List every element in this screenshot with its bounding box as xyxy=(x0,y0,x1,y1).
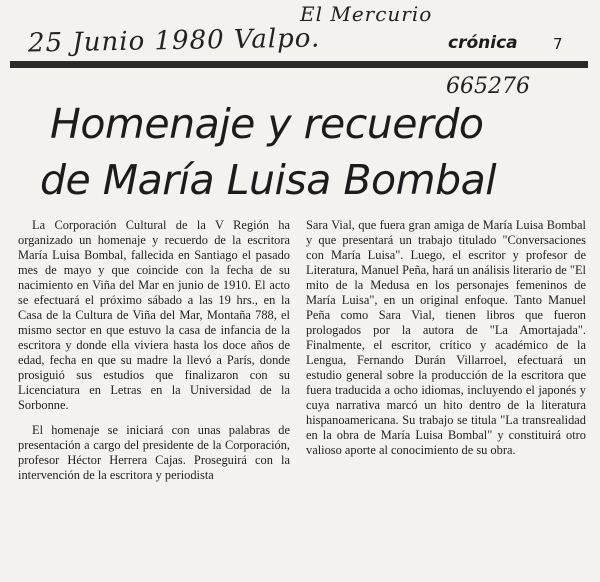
header-rule xyxy=(10,61,588,68)
article-column-left xyxy=(18,218,290,483)
article-paragraph: Sara Vial, que fuera gran amiga de María Luisa Bombal y que presentará un trabajo titulado "Conversaciones con María Luisa". Luego, el escritor y profesor de Literatura, Manuel Peña, hará un análisis literario de "El mito de la Medusa en los personajes femeninos de María Luisa", en un original enfoque. Tanto Manuel Peña como Sara Vial, tienen libros que fueron prologados por la autora de "La Amortajada". Finalmente, el escritor, crítico y académico de la Lengua, Fernando Durán Villarroel, efectuará un estudio general sobre la producción de la escritora que fuera traducida a ocho idiomas, incluyendo el japonés y cuya narrativa marcó un hito dentro de la literatura hispanoamericana. Su trabajo se titula "La transrealidad en la obra de María Luisa Bombal" y constituirá otro valioso aporte al conocimiento de su obra. xyxy=(306,218,586,457)
section-name: crónica xyxy=(448,33,518,53)
handwritten-date-note: 25 Junio 1980 Valpo. xyxy=(27,23,321,59)
article-column-right xyxy=(306,218,586,458)
headline-line-1: Homenaje y recuerdo xyxy=(50,100,484,148)
article-paragraph: El homenaje se iniciará con unas palabras de presentación a cargo del presidente de la Corporación, profesor Héctor Herrera Cajas. Proseguirá con la intervención de la escritora y periodista xyxy=(18,423,290,482)
article-paragraph: La Corporación Cultural de la V Región ha organizado un homenaje y recuerdo de la escritora María Luisa Bombal, fallecida en Santiago el pasado mes de mayo y que coincide con la fecha de su nacimiento en Viña del Mar en junio de 1910. El acto se efectuará el próximo sábado a las 19 hrs., en la Casa de la Cultura de Viña del Mar, Montaña 788, el mismo sector en que estuvo la casa de infancia de la escritora y donde ella viviera hasta los doce años de edad, fecha en que su madre la llevó a París, donde prosiguió sus estudios que finalizaron con su Licenciatura en Letras en la Universidad de la Sorbonne. xyxy=(18,218,290,412)
headline-line-2: de María Luisa Bombal xyxy=(40,156,497,204)
handwritten-source-note: El Mercurio xyxy=(300,2,433,26)
page-number: 7 xyxy=(553,35,563,53)
handwritten-archive-code: 665276 xyxy=(446,74,530,99)
